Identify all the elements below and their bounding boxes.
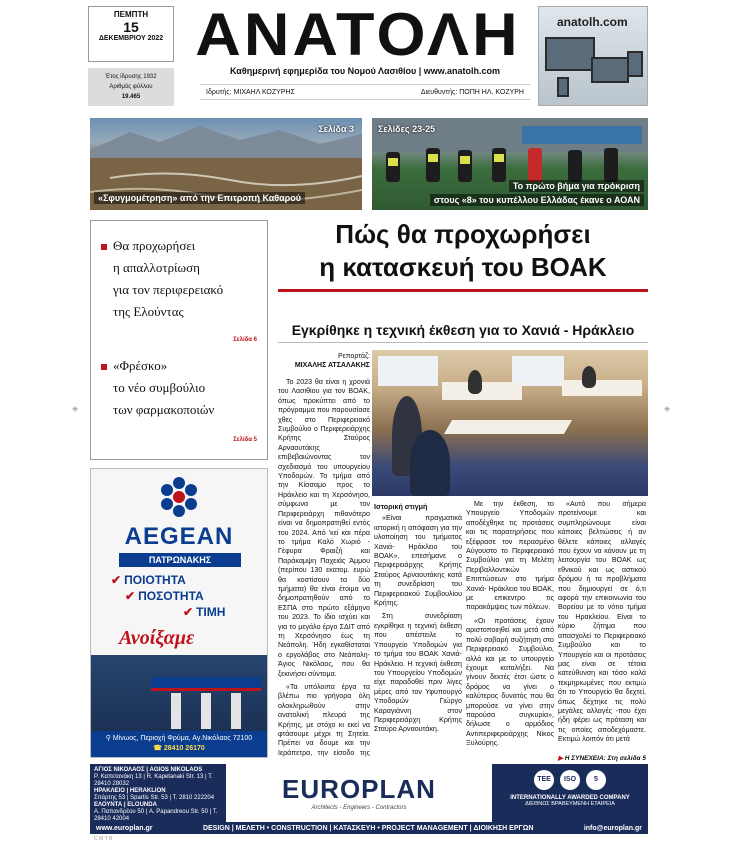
- tablet-icon: [627, 51, 643, 77]
- station-canopy: [151, 677, 261, 691]
- europlan-ad[interactable]: [90, 764, 648, 822]
- aegean-brand: AEGEAN: [124, 523, 234, 550]
- photo2-page: Σελίδες 23-25: [378, 124, 436, 134]
- col2-subhead: Ιστορική στιγμή: [374, 503, 428, 511]
- continuation-note[interactable]: ▶ Η ΣΥΝΕΧΕΙΑ: Στη σελίδα 5: [557, 755, 646, 762]
- headline-line2: η κατασκευή του ΒΟΑΚ: [319, 252, 607, 282]
- col3-para2: «Οι προτάσεις έχουν αριστοποιηθεί και μετά από πολύ σοβαρή συζήτηση στο Περιφερειακό Συμβούλιο, αλλά και με το υπουργείο έχουμε καταλήξει. Να γίνουν δεκτές έτσι ώστε ο δρόμος να γίνει ο καλύτερος δυνατός που θα μπορούσε να γίνει στην παρούσα συγκυρία», δήλωσε ο αρμόδιος Αντιπεριφερειάρχης Νίκος Ξυλούρης.: [466, 616, 554, 748]
- council-meeting-photo[interactable]: [372, 350, 648, 496]
- month-year: ΔΕΚΕΜΒΡΙΟΥ 2022: [98, 35, 164, 42]
- teaser1-page: Σελίδα 6: [233, 337, 257, 343]
- person-figure: [468, 370, 482, 394]
- lead-deck: Εγκρίθηκε η τεχνική έκθεση για το Χανιά - Ηράκλειο: [278, 322, 648, 343]
- bullet-icon: [101, 244, 107, 250]
- location-pin-icon: ⚲: [105, 735, 113, 742]
- issue-info: [88, 68, 174, 106]
- fuel-pump-icon: [201, 693, 211, 729]
- price-item: ✔ ΤΙΜΗ: [183, 605, 226, 619]
- sheet-number: 19.465: [121, 94, 141, 100]
- five-star-badge-icon: 5: [586, 770, 606, 790]
- europlan-bar: [90, 822, 648, 834]
- photo-kathero[interactable]: [90, 118, 362, 210]
- lead-headline[interactable]: [278, 218, 648, 292]
- europlan-email[interactable]: info@europlan.gr: [583, 824, 642, 832]
- europlan-awards: [492, 764, 648, 822]
- check-icon: ✔: [183, 605, 194, 619]
- office-address: Ρ. Καπετανάκη 13 | R. Kapetanaki Str. 13 | Τ. 28410 28032: [94, 774, 213, 787]
- arrow-right-icon: ▶: [557, 755, 565, 762]
- quality-item: ✔ ΠΟΙΟΤΗΤΑ: [111, 573, 186, 587]
- headline-line1: Πώς θα προχωρήσει: [335, 219, 591, 249]
- reporter-name: ΜΙΧΑΛΗΣ ΑΤΣΑΛΑΚΗΣ: [294, 362, 370, 369]
- tee-badge-icon: ΤΕΕ: [534, 770, 554, 790]
- registration-mark-icon: ◈: [664, 404, 671, 413]
- weekday: ΠΕΜΠΤΗ: [113, 10, 149, 19]
- office-city: ΗΡΑΚΛΕΙΟ | HERAKLION: [94, 788, 166, 794]
- aegean-opening: Ανοίξαμε: [119, 627, 195, 649]
- teaser2-line1: «Φρέσκο»: [113, 358, 168, 373]
- website-ad-label: anatolh.com: [557, 15, 628, 29]
- person-figure: [410, 430, 450, 496]
- aegean-address: Μίνωος, Περιοχή Φρύμα, Αγ.Νικόλαος 72100: [112, 735, 253, 742]
- phone-icon: ☎: [153, 745, 164, 752]
- lead-column-2: [374, 500, 462, 756]
- lead-column-4: [558, 500, 646, 752]
- teaser1-line2: η απαλλοτρίωση: [113, 260, 200, 275]
- check-icon: ✔: [111, 573, 122, 587]
- photo1-page: Σελίδα 3: [318, 124, 354, 134]
- council-table: [442, 382, 522, 400]
- lead-column-1: [278, 378, 370, 758]
- col1-para2: «Τα υπόλοιπα έργα τα βλέπω πιο γρήγορα όλη ολοκληρωθούν στην ανατολική πλευρά της Κρήτης, με στόχο κι εκεί να φτάσουμε μέχρι τη Σητεία. Πρέπει να δουμε και την Ιεράπετρα, την είσοδο της: [278, 683, 370, 757]
- col2-para2: Στη συνεδρίαση εγκρίθηκε η τεχνική έκθεση που απέστειλε το Υπουργείο Υποδομών για το τμήμα του ΒΟΑΚ Χανιά- Ηράκλειο. Η τεχνική έκθεση του Υπουργείου Υποδομών είχε παραδοθεί πριν λίγες μέρες από τον Υφυπουργό Υποδομών Γιώργο Καραγιάννη στον Περιφερειάρχη Κρήτης Σταύρο Αρναουτάκη.: [374, 612, 462, 734]
- website-ad[interactable]: [538, 6, 648, 106]
- aegean-flower-logo-icon: [157, 475, 201, 519]
- europlan-brand: EUROPLAN: [282, 774, 436, 804]
- fuel-pump-icon: [231, 693, 241, 729]
- founders-line: [200, 84, 530, 100]
- award-text: INTERNATIONALLY AWARDED COMPANY: [510, 795, 630, 801]
- office-address: Α. Παπανδρέου 50 | A. Papandreou Str. 50 | Τ. 28410 42004: [94, 809, 218, 822]
- masthead-title: ΑΝΑΤΟΛΗ: [195, 1, 521, 68]
- bullet-icon: [101, 364, 107, 370]
- teasers-box: [90, 220, 268, 460]
- date-box: [88, 6, 174, 62]
- office-city: ΕΛΟΥΝΤΑ | ELOUNDA: [94, 802, 157, 808]
- office-city: ΑΓΙΟΣ ΝΙΚΟΛΑΟΣ | AGIOS NIKOLAOS: [94, 767, 203, 773]
- europlan-logo: [230, 764, 488, 822]
- projection-screen: [378, 356, 438, 386]
- aegean-sub: ΠΑΤΡΩΝΑΚΗΣ: [119, 553, 241, 567]
- teaser2-line3: των φαρμακοποιών: [113, 402, 215, 417]
- teaser1-line4: της Ελούντας: [113, 304, 184, 319]
- aegean-phone: 28410 26170: [163, 745, 205, 752]
- newspaper-page: [88, 1, 648, 842]
- teaser1-line1: Θα προχωρήσει: [113, 238, 196, 253]
- col3-para1: Με την έκθεση, το Υπουργείο Υποδομών αποδέχθηκε τις προτάσεις και τις παρατηρήσεις που εξέφρασε τον περασμένο Αύγουστο το Περιφερειακό Συμβούλιο για τη Μελέτη Περιβαλλοντικών Επιπτώσεων στο τμήμα Χανιά- Ηράκλειο του ΒΟΑΚ, με επικεντρο τις παρακάμψεις των πόλεων.: [466, 500, 554, 612]
- sheet-label: Αριθμός φύλλου: [109, 84, 153, 90]
- reporter-credit: [278, 352, 370, 370]
- office-address: Σπάρτης 53 | Spartis Str. 53 | Τ. 2810 222204: [94, 795, 215, 801]
- check-icon: ✔: [125, 589, 136, 603]
- europlan-tagline: Architects - Engineers - Contractors: [311, 805, 407, 811]
- day-number: 15: [123, 19, 139, 35]
- reporter-label: Ρεπορτάζ:: [337, 353, 370, 360]
- award-text-greek: ΔΙΕΘΝΩΣ ΒΡΑΒΕΥΜΕΝΗ ΕΤΑΙΡΕΙΑ: [525, 801, 615, 807]
- person-figure: [582, 366, 596, 388]
- teaser-elounda[interactable]: [101, 235, 261, 343]
- quantity-item: ✔ ΠΟΣΟΤΗΤΑ: [125, 589, 204, 603]
- founded-year: Έτος ίδρυσης 1932: [105, 74, 157, 80]
- teaser2-page: Σελίδα 5: [233, 437, 257, 443]
- col1-para1: Το 2023 θα είναι η χρονιά του Λασιθίου για τον ΒΟΑΚ, όπως προκύπτει από το πρόγραμμα που παρουσίασε χθες στο Περιφερειακό Συμβούλιο ο Περιφερειάρχης Κρήτης Σταύρος Αρναουτάκης επιβεβαιώνοντας τον σχεδιασμό του υπουργείου Υποδομών. Το τμήμα από την Κίσσαμο προς το Ηράκλειο και τη Χερσόνησο, σύμφωνα με τον Περιφερειάρχη πιθανότερο είναι να δημοπρατηθεί εντός του 2024. Από 'κεί και πέρα το τμήμα Καλό Χωριό - Γέφυρα Φραιζή και Παράκαμψη Παχειάς Άμμου (περίπου 130 εκατομ. ευρώ θα κοστίσουν τα δύο τμήματα) θα είναι έτοιμα να δημοπρατηθούν από το ΕΣΠΑ στο πρώτο εξάμηνο του 2023. Το ίδιο ισχύει και για το μεγάλο έργο ΣΔΙΤ από τη Χερσόνησο έως τη Νεάπολη. Ήδη εγκαθίσταται ο εργολάβος στο Νεάπολη-Άγιος Νικόλαος, που θα ξεκινήσει σύντομα.: [278, 378, 370, 678]
- aegean-address-bar: [91, 731, 267, 757]
- phone-icon: [557, 77, 569, 97]
- founder: Ιδρυτής: ΜΙΧΑΗΛ ΚΟΖΥΡΗΣ: [206, 88, 295, 96]
- col2-para1: «Είναι πραγματικά ιστορική η απόφαση για την υλοποίηση του τμήματος Χανιά- Ηράκλειο του ΒΟΑΚ», επεσήμανε ο Περιφερειάρχης Κρήτης Σταύρος Αρναουτάκης κατά τη συνεδρίαση του Περιφερειακού Συμβουλίου Κρήτης.: [374, 514, 462, 608]
- lead-column-3: [466, 500, 554, 756]
- director: Διευθυντής: ΠΟΠΗ ΗΛ. ΚΟΖΥΡΗ: [420, 88, 524, 96]
- photo1-caption: «Σφυγμομέτρηση» από την Επιτροπή Καθαρού: [94, 192, 305, 204]
- registration-mark-icon: ◈: [72, 404, 79, 413]
- print-marks: C M Y B: [94, 836, 113, 842]
- teaser1-line3: για τον περιφερειακό: [113, 282, 224, 297]
- aegean-ad[interactable]: [90, 468, 268, 758]
- europlan-services: DESIGN | ΜΕΛΕΤΗ • CONSTRUCTION | ΚΑΤΑΣΚΕΥΗ • PROJECT MANAGEMENT | ΔΙΟΙΚΗΣΗ ΕΡΓΩΝ: [202, 824, 534, 832]
- europlan-website[interactable]: www.europlan.gr: [96, 824, 153, 832]
- photo-football[interactable]: [372, 118, 648, 210]
- photo2-caption-line2: στους «8» του κυπέλλου Ελλάδας έκανε ο ΑΟΑΝ: [430, 194, 644, 206]
- europlan-offices: [90, 764, 226, 822]
- teaser2-line2: το νέο συμβούλιο: [113, 380, 206, 395]
- masthead-subtitle: Καθημερινή εφημερίδα του Νομού Λασιθίου | www.anatolh.com: [230, 66, 500, 76]
- laptop-icon: [591, 57, 629, 83]
- council-table: [444, 420, 572, 434]
- col4-para1: «Αυτό που σήμερα προτείνουμε και συμπληρώνουμε είναι κάποιες βελτιώσεις ή αν θέλετε κάποιες αλλαγές που έχουν να κάνουν με τη λειτουργία του ΒΟΑΚ ως εθνικού και ως αστικού δρόμου ή τα προβλήματα που δημιουργεί σε ό,τι αφορά την επικοινωνία του Βορείου με το νότιο τμήμα του Ηρακλείου. Είναι το κύριο ζήτημα που απασχολεί το Περιφερειακό Συμβούλιο και το Υπουργείο και οι προτάσεις μας είναι σε τέτοια κατεύθυνση και τόσο καλά τεκμηριωμένες που εκτιμώ ότι το Υπουργείο θα δεχτεί, όπως δέχτηκε τις πολύ μεγάλες αλλαγές -που έχει ήδη φέρει ως πρόταση και τις οποίες αποδεχόμαστε. Εκτιμώ λοιπόν ότι μετά: [558, 500, 646, 744]
- fuel-pump-icon: [171, 693, 181, 729]
- iso-badge-icon: ISO: [560, 770, 580, 790]
- photo2-caption-line1: Το πρώτο βήμα για πρόκριση: [509, 180, 644, 192]
- teaser-pharmacists[interactable]: [101, 355, 261, 445]
- council-table: [562, 380, 642, 396]
- monitor-icon: [545, 37, 595, 71]
